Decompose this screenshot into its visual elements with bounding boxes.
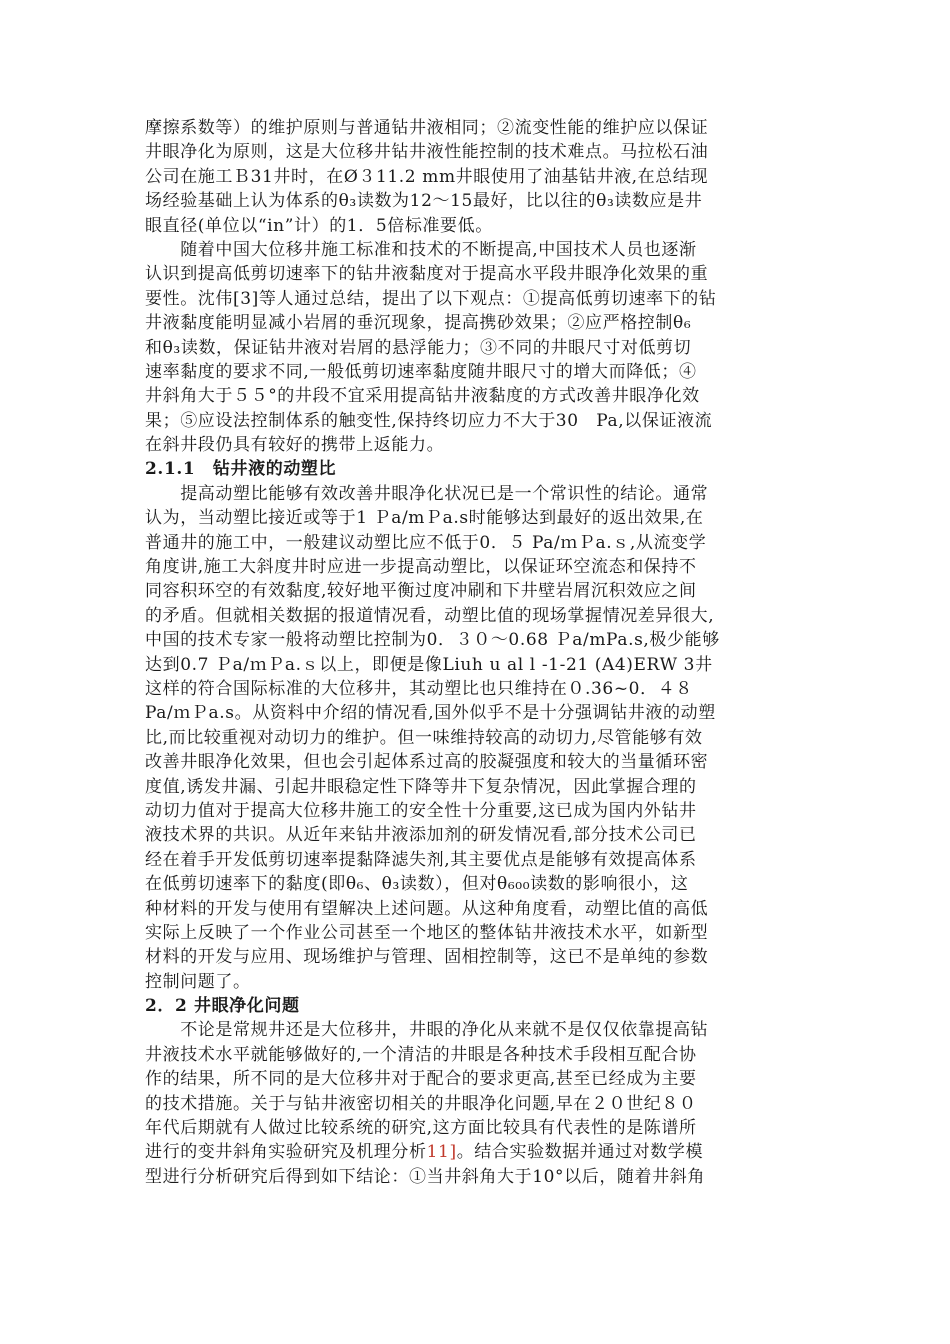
- text-line: 的技术措施。关于与钻井液密切相关的井眼净化问题,早在２０世纪８０: [145, 1093, 697, 1114]
- text-line: 不论是常规井还是大位移井，井眼的净化从来就不是仅仅依靠提高钻: [145, 1020, 709, 1041]
- text-line: 公司在施工Ｂ31井时，在Ø３11.2 mm井眼使用了油基钻井液,在总结现: [145, 166, 709, 187]
- text-line: 眼直径(单位以“in”计）的1．5倍标准要低。: [145, 215, 493, 236]
- text-line: 随着中国大位移井施工标准和技术的不断提高,中国技术人员也逐渐: [145, 239, 697, 260]
- paragraph-block-3: [145, 1018, 810, 1140]
- text-line: 提高动塑比能够有效改善井眼净化状况已是一个常识性的结论。通常: [145, 483, 709, 504]
- text-line: 在斜井段仍具有较好的携带上返能力。: [145, 435, 445, 456]
- text-line: 果；⑤应设法控制体系的触变性,保持终切应力不大于30 Pa,以保证液流: [145, 410, 713, 431]
- text-segment: 进行的变井斜角实验研究及机理分析: [145, 1142, 427, 1163]
- text-line: 液技术界的共识。从近年来钻井液添加剂的研发情况看,部分技术公司已: [145, 825, 697, 846]
- document-body: [145, 116, 810, 1189]
- text-line: 摩擦系数等）的维护原则与普通钻井液相同；②流变性能的维护应以保证: [145, 118, 709, 138]
- text-line: 经在着手开发低剪切速率提黏降滤失剂,其主要优点是能够有效提高体系: [145, 849, 697, 870]
- text-line: 普通井的施工中，一般建议动塑比应不低于0．５ Pa/ｍＰa.ｓ,从流变学: [145, 532, 707, 553]
- text-line: 作的结果，所不同的是大位移井对于配合的要求更高,甚至已经成为主要: [145, 1069, 697, 1090]
- text-line: 井液黏度能明显减小岩屑的垂沉现象，提高携砂效果；②应严格控制θ₆: [145, 313, 692, 334]
- text-line-with-citation: [145, 1140, 810, 1164]
- text-line: 比,而比较重视对动切力的维护。但一味维持较高的动切力,尽管能够有效: [145, 727, 703, 748]
- text-line: 控制问题了。: [145, 971, 251, 992]
- text-line: Pa/ｍＰa.s。从资料中介绍的情况看,国外似乎不是十分强调钻井液的动塑: [145, 703, 716, 724]
- text-line: 在低剪切速率下的黏度(即θ₆、θ₃读数），但对θ₆₀₀读数的影响很小，这: [145, 874, 689, 895]
- text-line: 这样的符合国际标准的大位移井，其动塑比也只维持在０.36~0．４８: [145, 678, 693, 699]
- text-line: 井斜角大于５５°的井段不宜采用提高钻井液黏度的方式改善井眼净化效: [145, 386, 700, 407]
- text-line: 中国的技术专家一般将动塑比控制为0．３０～0.68 Ｐa/mPa.s,极少能够: [145, 630, 720, 651]
- text-line: 动切力值对于提高大位移井施工的安全性十分重要,这已成为国内外钻井: [145, 800, 697, 821]
- text-line: 同容积环空的有效黏度,较好地平衡过度冲刷和下井壁岩屑沉积效应之间: [145, 581, 697, 602]
- text-line: 认为，当动塑比接近或等于1 Ｐa/mＰa.s时能够达到最好的返出效果,在: [145, 508, 704, 529]
- text-line: 达到0.7 Ｐa/ｍＰa.ｓ以上，即便是像Liuh u al l -1-21 (A4)ERW 3井: [145, 654, 713, 675]
- paragraph-block-2: [145, 482, 810, 994]
- text-line: 材料的开发与应用、现场维护与管理、固相控制等，这已不是单纯的参数: [145, 947, 709, 968]
- text-line: 速率黏度的要求不同,一般低剪切速率黏度随井眼尺寸的增大而降低；④: [145, 361, 697, 382]
- text-line: 改善井眼净化效果，但也会引起体系过高的胶凝强度和较大的当量循环密: [145, 752, 709, 773]
- text-line: 度值,诱发井漏、引起井眼稳定性下降等井下复杂情况，因此掌握合理的: [145, 776, 697, 797]
- text-line: 角度讲,施工大斜度井时应进一步提高动塑比，以保证环空流态和保持不: [145, 557, 697, 578]
- text-line: 种材料的开发与使用有望解决上述问题。从这种角度看，动塑比值的高低: [145, 898, 709, 919]
- text-line: 场经验基础上认为体系的θ₃读数为12～15最好，比以往的θ₃读数应是井: [145, 191, 703, 212]
- paragraph-block-1: [145, 116, 810, 457]
- section-heading-2-2: 2．2 井眼净化问题: [145, 996, 300, 1017]
- text-line: 年代后期就有人做过比较系统的研究,这方面比较具有代表性的是陈谱所: [145, 1118, 697, 1139]
- text-segment: 。结合实验数据并通过对数学模: [456, 1142, 704, 1163]
- text-line: 井液技术水平就能够做好的,一个清洁的井眼是各种技术手段相互配合协: [145, 1044, 697, 1065]
- section-heading-2-1-1: 2.1.1 钻井液的动塑比: [145, 459, 337, 480]
- text-line: 井眼净化为原则，这是大位移井钻井液性能控制的技术难点。马拉松石油: [145, 142, 709, 163]
- text-line: 的矛盾。但就相关数据的报道情况看，动塑比值的现场掌握情况差异很大,: [145, 605, 715, 626]
- text-line: 和θ₃读数，保证钻井液对岩屑的悬浮能力；③不同的井眼尺寸对低剪切: [145, 337, 692, 358]
- citation-link[interactable]: 11]: [426, 1142, 457, 1163]
- text-line: 认识到提高低剪切速率下的钻井液黏度对于提高水平段井眼净化效果的重: [145, 264, 709, 285]
- text-line: 实际上反映了一个作业公司甚至一个地区的整体钻井液技术水平，如新型: [145, 922, 709, 943]
- text-line: 型进行分析研究后得到如下结论：①当井斜角大于10°以后，随着井斜角: [145, 1166, 705, 1187]
- text-line: 要性。沈伟[3]等人通过总结，提出了以下观点：①提高低剪切速率下的钻: [145, 288, 717, 309]
